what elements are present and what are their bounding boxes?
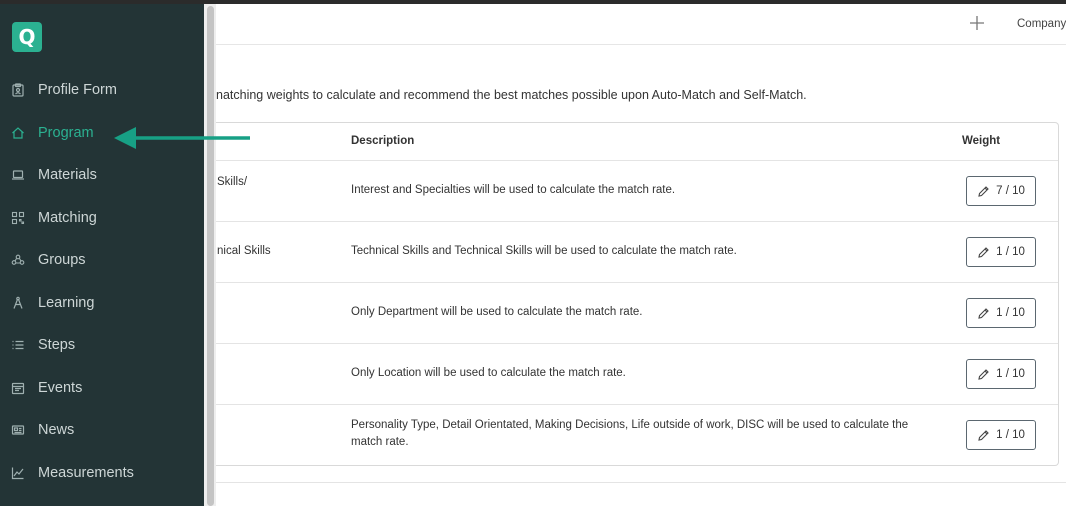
sidebar-item-news[interactable] [0,412,204,448]
row-description: Only Department will be used to calculate the match rate. [351,306,643,318]
matching-weights-table [216,122,1059,466]
row-description: Interest and Specialties will be used to calculate the match rate. [351,184,676,196]
sidebar-item-label: Materials [38,167,97,183]
sidebar-item-materials[interactable] [0,157,204,193]
annotation-arrow [110,124,252,152]
page-description: natching weights to calculate and recommend the best matches possible upon Auto-Match and Self-Match. [216,88,807,102]
news-icon [10,422,26,438]
row-description: Only Location will be used to calculate the match rate. [351,367,626,379]
sidebar-item-label: Steps [38,337,76,353]
sidebar-item-label: Learning [38,295,95,311]
row-description: Technical Skills and Technical Skills will be used to calculate the match rate. [351,245,737,257]
plus-icon[interactable] [968,14,986,32]
content-divider [216,482,1066,483]
edit-weight-button[interactable] [966,420,1036,450]
edit-weight-button[interactable] [966,176,1036,206]
row-divider [216,221,1058,222]
weight-value: 1 / 10 [996,246,1025,258]
sidebar-item-label: Groups [38,252,86,268]
sidebar-item-measurements[interactable] [0,455,204,491]
pencil-icon [977,246,990,259]
sidebar-item-matching[interactable] [0,200,204,236]
sidebar-item-label: News [38,422,75,438]
row-name: nical Skills [217,245,271,257]
weight-value: 1 / 10 [996,307,1025,319]
calendar-icon [10,380,26,396]
sidebar-item-groups[interactable] [0,242,204,278]
column-header-description: Description [351,135,415,147]
column-header-weight: Weight [962,135,1001,147]
qr-code-icon [10,210,26,226]
laptop-icon [10,167,26,183]
row-name: Skills/ [217,176,248,188]
pencil-icon [977,307,990,320]
sidebar-item-label: Profile Form [38,82,117,98]
chart-line-icon [10,465,26,481]
list-icon [10,337,26,353]
weight-value: 1 / 10 [996,368,1025,380]
row-divider [216,343,1058,344]
weight-value: 1 / 10 [996,429,1025,441]
row-description: Personality Type, Detail Orientated, Making Decisions, Life outside of work, DISC will be used to calculate the match rate. [351,419,909,448]
clipboard-icon [10,82,26,98]
compass-icon [10,295,26,311]
row-divider [216,404,1058,405]
pencil-icon [977,429,990,442]
edit-weight-button[interactable] [966,298,1036,328]
sidebar-item-profile-form[interactable] [0,72,204,108]
sidebar-item-events[interactable] [0,370,204,406]
edit-weight-button[interactable] [966,359,1036,389]
pencil-icon [977,185,990,198]
company-menu[interactable]: Company [1017,18,1066,30]
edit-weight-button[interactable] [966,237,1036,267]
sidebar-item-steps[interactable] [0,327,204,363]
sidebar-item-learning[interactable] [0,285,204,321]
pencil-icon [977,368,990,381]
sidebar-item-label: Events [38,380,83,396]
sidebar-item-label: Program [38,125,94,141]
row-divider [216,282,1058,283]
groups-icon [10,252,26,268]
top-header [216,4,1066,45]
header-divider [216,160,1058,161]
app-logo[interactable]: Q [12,22,42,52]
sidebar-item-label: Matching [38,210,97,226]
weight-value: 7 / 10 [996,185,1025,197]
home-icon [10,125,26,141]
sidebar [0,4,204,506]
scrollbar-thumb[interactable] [207,6,214,506]
sidebar-item-label: Measurements [38,465,134,481]
